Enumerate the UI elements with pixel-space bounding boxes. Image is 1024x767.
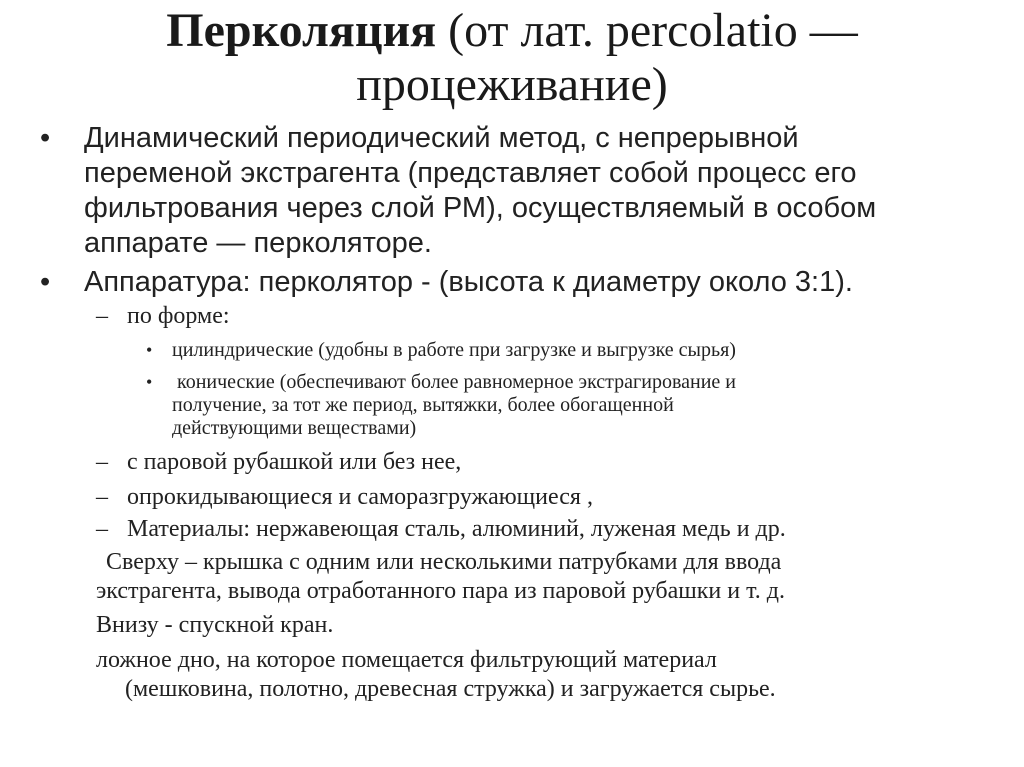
sub-item-conical: получение, за тот же период, вытяжки, более обогащенной — [172, 394, 674, 416]
dash-marker: – — [96, 516, 108, 542]
bullet-text: фильтрования через слой РМ), осуществляемый в особом — [84, 192, 877, 224]
dash-marker: – — [96, 449, 108, 475]
sub-item-conical: конические (обеспечивают более равномерное экстрагирование и — [172, 371, 736, 393]
title-etymology: (от лат. percolatio — — [436, 4, 858, 57]
paragraph-bottom: Внизу - спускной кран. — [96, 612, 334, 638]
bullet-text: Аппаратура: перколятор - (высота к диаметру около 3:1). — [84, 266, 853, 298]
sub-item-cylindrical: цилиндрические (удобны в работе при загрузке и выгрузке сырья) — [172, 339, 736, 361]
dash-marker: – — [96, 484, 108, 510]
bullet-marker: • — [40, 266, 51, 298]
slide-title — [0, 4, 1024, 112]
dash-item-tilting: опрокидывающиеся и саморазгружающиеся , — [127, 484, 593, 510]
paragraph-false-bottom: (мешковина, полотно, древесная стружка) и загружается сырье. — [125, 676, 776, 702]
title-line-1 — [0, 4, 1024, 58]
dash-item-materials: Материалы: нержавеющая сталь, алюминий, луженая медь и др. — [127, 516, 786, 542]
paragraph-top: Сверху – крышка с одним или несколькими патрубками для ввода — [106, 549, 782, 575]
paragraph-top: экстрагента, вывода отработанного пара из паровой рубашки и т. д. — [96, 578, 786, 604]
sub-bullet-marker: • — [146, 340, 153, 360]
dash-item-form: по форме: — [127, 303, 230, 329]
sub-item-conical: действующими веществами) — [172, 417, 417, 439]
bullet-text: переменой экстрагента (представляет собой процесс его — [84, 157, 857, 189]
dash-marker: – — [96, 303, 108, 329]
title-term: Перколяция — [166, 4, 437, 57]
paragraph-false-bottom: ложное дно, на которое помещается фильтрующий материал — [96, 647, 717, 673]
dash-item-jacket: с паровой рубашкой или без нее, — [127, 449, 462, 475]
title-line-2: процеживание) — [356, 58, 668, 111]
bullet-text: аппарате — перколяторе. — [84, 227, 432, 259]
bullet-text: Динамический периодический метод, с непрерывной — [84, 122, 799, 154]
bullet-marker: • — [40, 122, 51, 154]
sub-bullet-marker: • — [146, 372, 153, 392]
